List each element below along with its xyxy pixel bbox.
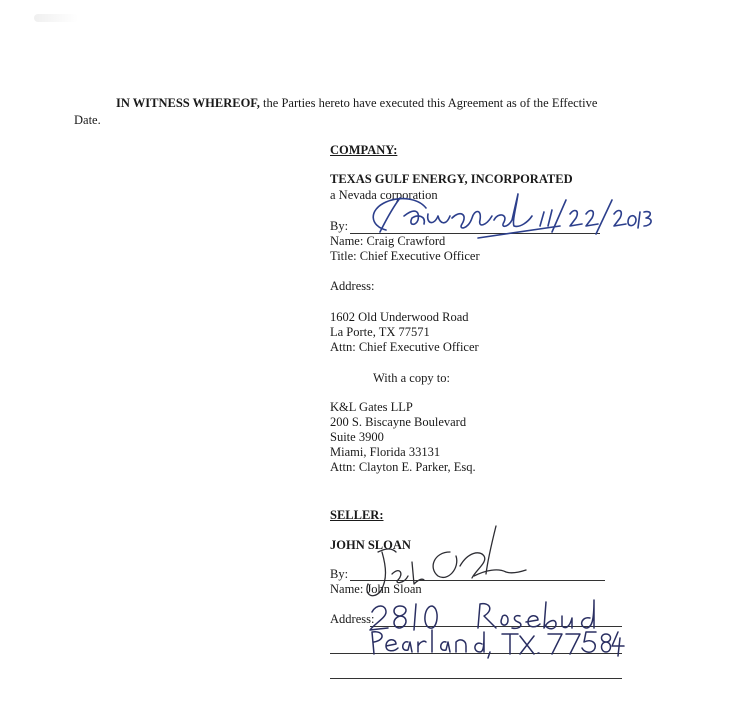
seller-handwritten-address	[362, 596, 622, 656]
company-by-label: By:	[330, 219, 349, 233]
seller-name: JOHN SLOAN	[330, 538, 411, 552]
copy-to-label: With a copy to:	[373, 371, 450, 385]
witness-clause-line1	[116, 96, 597, 111]
witness-clause-line2: Date.	[74, 113, 101, 127]
copy-address-line: 200 S. Biscayne Boulevard	[330, 415, 467, 429]
copy-address-line: K&L Gates LLP	[330, 400, 413, 414]
seller-address-label: Address:	[330, 612, 375, 626]
seller-address-line-3	[330, 678, 622, 679]
company-title-line: Title: Chief Executive Officer	[330, 249, 480, 263]
company-address-line: Attn: Chief Executive Officer	[330, 340, 479, 354]
company-address-label: Address:	[330, 279, 375, 293]
scan-artifact	[34, 14, 78, 22]
seller-heading: SELLER:	[330, 508, 384, 522]
company-name: TEXAS GULF ENERGY, INCORPORATED	[330, 172, 573, 186]
seller-name-line: Name: John Sloan	[330, 582, 422, 596]
copy-address-line: Miami, Florida 33131	[330, 445, 441, 459]
witness-lead: IN WITNESS WHEREOF,	[116, 96, 260, 110]
company-corp-type: a Nevada corporation	[330, 188, 438, 202]
seller-by-label: By:	[330, 567, 349, 581]
copy-address-line: Suite 3900	[330, 430, 384, 444]
company-address-line: 1602 Old Underwood Road	[330, 310, 469, 324]
witness-text: the Parties hereto have executed this Agreement as of the Effective	[259, 96, 598, 110]
copy-address-line: Attn: Clayton E. Parker, Esq.	[330, 460, 476, 474]
company-heading: COMPANY:	[330, 143, 398, 157]
company-address-line: La Porte, TX 77571	[330, 325, 430, 339]
company-name-line: Name: Craig Crawford	[330, 234, 446, 248]
